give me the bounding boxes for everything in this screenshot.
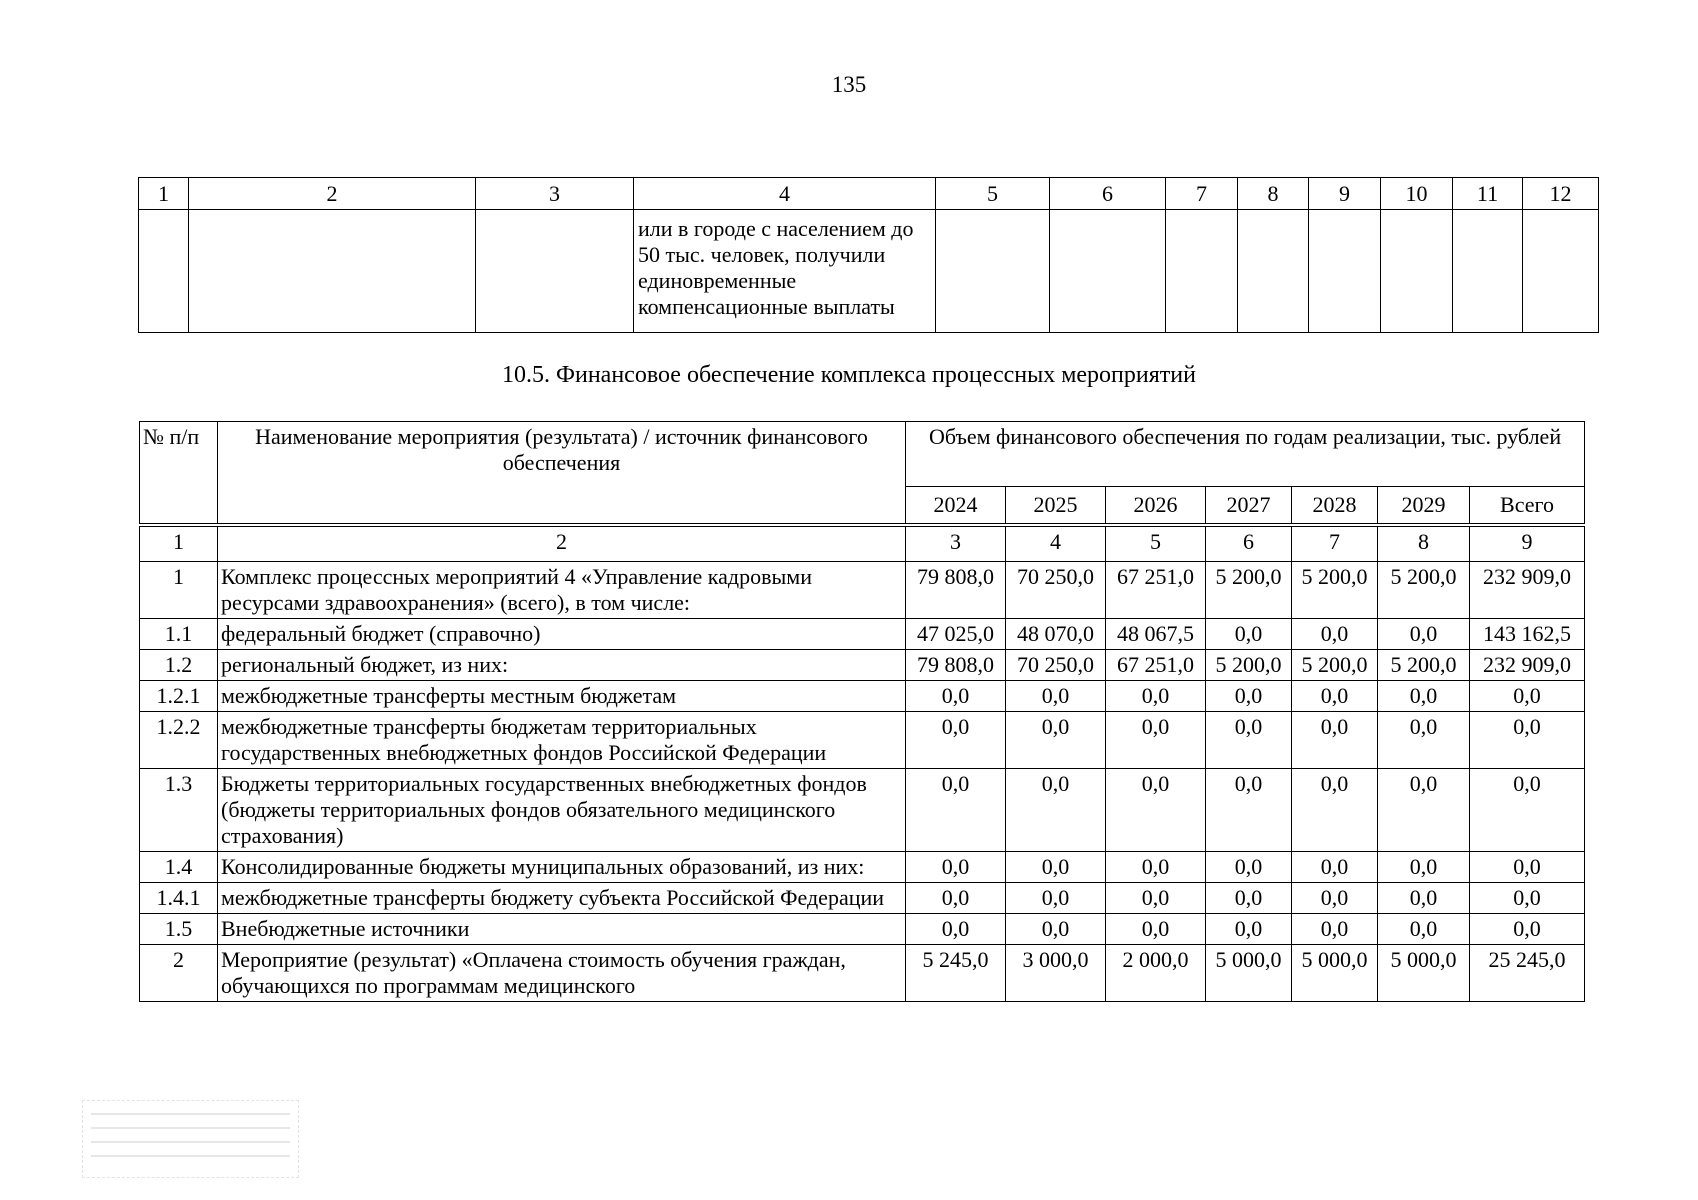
header-row bbox=[140, 422, 1585, 487]
row-total: 0,0 bbox=[1470, 914, 1585, 945]
header-year: 2028 bbox=[1292, 487, 1378, 526]
row-value: 0,0 bbox=[1106, 883, 1206, 914]
row-value: 5 200,0 bbox=[1378, 650, 1470, 681]
row-value: 0,0 bbox=[1106, 914, 1206, 945]
continuation-table bbox=[138, 177, 1599, 333]
row-value: 79 808,0 bbox=[906, 650, 1006, 681]
row-total: 0,0 bbox=[1470, 852, 1585, 883]
table-cell bbox=[936, 210, 1050, 333]
row-value: 5 200,0 bbox=[1292, 562, 1378, 619]
row-value: 48 067,5 bbox=[1106, 619, 1206, 650]
row-value: 0,0 bbox=[1378, 769, 1470, 852]
column-number: 3 bbox=[476, 178, 634, 210]
table-cell bbox=[1238, 210, 1309, 333]
row-value: 0,0 bbox=[1206, 914, 1292, 945]
table-row bbox=[140, 769, 1585, 852]
row-value: 0,0 bbox=[1206, 712, 1292, 769]
row-value: 3 000,0 bbox=[1006, 945, 1106, 1002]
row-value: 0,0 bbox=[1006, 681, 1106, 712]
row-total: 0,0 bbox=[1470, 681, 1585, 712]
row-value: 0,0 bbox=[1378, 712, 1470, 769]
row-number: 2 bbox=[140, 945, 218, 1002]
column-number: 9 bbox=[1309, 178, 1381, 210]
row-number: 1.2 bbox=[140, 650, 218, 681]
column-number: 2 bbox=[189, 178, 476, 210]
row-value: 0,0 bbox=[1378, 852, 1470, 883]
row-value: 0,0 bbox=[1292, 769, 1378, 852]
financing-table bbox=[139, 421, 1585, 1002]
header-year: 2025 bbox=[1006, 487, 1106, 526]
row-value: 5 200,0 bbox=[1206, 650, 1292, 681]
row-number: 1.4.1 bbox=[140, 883, 218, 914]
row-total: 232 909,0 bbox=[1470, 562, 1585, 619]
column-number: 7 bbox=[1292, 525, 1378, 562]
table-cell bbox=[1523, 210, 1599, 333]
header-year: 2029 bbox=[1378, 487, 1470, 526]
row-value: 0,0 bbox=[1378, 619, 1470, 650]
column-number-row bbox=[140, 525, 1585, 562]
row-name: Комплекс процессных мероприятий 4 «Управление кадровыми ресурсами здравоохранения» (всего), в том числе: bbox=[218, 562, 906, 619]
table-row bbox=[140, 945, 1585, 1002]
row-name: региональный бюджет, из них: bbox=[218, 650, 906, 681]
table-cell bbox=[1309, 210, 1381, 333]
row-value: 0,0 bbox=[1106, 681, 1206, 712]
column-number: 4 bbox=[634, 178, 936, 210]
row-value: 0,0 bbox=[906, 914, 1006, 945]
row-value: 0,0 bbox=[906, 852, 1006, 883]
row-value: 5 200,0 bbox=[1206, 562, 1292, 619]
row-name: Бюджеты территориальных государственных внебюджетных фондов (бюджеты территориальных фондов обязательного медицинского страхования) bbox=[218, 769, 906, 852]
column-number: 12 bbox=[1523, 178, 1599, 210]
row-value: 5 200,0 bbox=[1292, 650, 1378, 681]
row-name: Консолидированные бюджеты муниципальных образований, из них: bbox=[218, 852, 906, 883]
row-total: 25 245,0 bbox=[1470, 945, 1585, 1002]
row-name: межбюджетные трансферты местным бюджетам bbox=[218, 681, 906, 712]
row-value: 0,0 bbox=[1292, 914, 1378, 945]
row-total: 0,0 bbox=[1470, 712, 1585, 769]
row-name: межбюджетные трансферты бюджету субъекта Российской Федерации bbox=[218, 883, 906, 914]
row-value: 0,0 bbox=[1292, 852, 1378, 883]
row-value: 0,0 bbox=[1006, 712, 1106, 769]
table-row bbox=[140, 712, 1585, 769]
column-number: 10 bbox=[1381, 178, 1453, 210]
row-value: 0,0 bbox=[1378, 914, 1470, 945]
row-number: 1 bbox=[140, 562, 218, 619]
column-number: 2 bbox=[218, 525, 906, 562]
row-value: 0,0 bbox=[1292, 712, 1378, 769]
row-value: 5 200,0 bbox=[1378, 562, 1470, 619]
column-number: 1 bbox=[140, 525, 218, 562]
table-cell bbox=[476, 210, 634, 333]
row-value: 0,0 bbox=[1292, 681, 1378, 712]
row-value: 0,0 bbox=[1106, 769, 1206, 852]
table-cell bbox=[189, 210, 476, 333]
column-number: 1 bbox=[139, 178, 189, 210]
column-number: 7 bbox=[1166, 178, 1238, 210]
column-number: 4 bbox=[1006, 525, 1106, 562]
table-cell bbox=[1453, 210, 1523, 333]
row-value: 0,0 bbox=[906, 681, 1006, 712]
row-name: федеральный бюджет (справочно) bbox=[218, 619, 906, 650]
table-row bbox=[139, 210, 1599, 333]
row-value: 70 250,0 bbox=[1006, 562, 1106, 619]
row-value: 0,0 bbox=[1206, 619, 1292, 650]
row-value: 5 000,0 bbox=[1206, 945, 1292, 1002]
column-number: 5 bbox=[936, 178, 1050, 210]
column-number: 11 bbox=[1453, 178, 1523, 210]
row-value: 0,0 bbox=[1378, 681, 1470, 712]
row-value: 0,0 bbox=[1206, 852, 1292, 883]
header-year: 2024 bbox=[906, 487, 1006, 526]
table-cell bbox=[139, 210, 189, 333]
table-row bbox=[140, 681, 1585, 712]
row-value: 67 251,0 bbox=[1106, 562, 1206, 619]
row-total: 0,0 bbox=[1470, 883, 1585, 914]
row-value: 48 070,0 bbox=[1006, 619, 1106, 650]
column-number-row bbox=[139, 178, 1599, 210]
row-value: 5 000,0 bbox=[1378, 945, 1470, 1002]
row-value: 2 000,0 bbox=[1106, 945, 1206, 1002]
column-number: 8 bbox=[1238, 178, 1309, 210]
row-number: 1.2.1 bbox=[140, 681, 218, 712]
column-number: 6 bbox=[1206, 525, 1292, 562]
row-value: 0,0 bbox=[1206, 681, 1292, 712]
indicator-text-cell: или в городе с населением до 50 тыс. человек, получили единовременные компенсационные выплаты bbox=[634, 210, 936, 333]
header-number: № п/п bbox=[140, 422, 218, 526]
row-value: 5 245,0 bbox=[906, 945, 1006, 1002]
row-total: 0,0 bbox=[1470, 769, 1585, 852]
row-number: 1.2.2 bbox=[140, 712, 218, 769]
row-value: 0,0 bbox=[1378, 883, 1470, 914]
header-name: Наименование мероприятия (результата) / источник финансового обеспечения bbox=[218, 422, 906, 526]
row-value: 0,0 bbox=[1106, 852, 1206, 883]
table-row bbox=[140, 883, 1585, 914]
table-row bbox=[140, 650, 1585, 681]
column-number: 8 bbox=[1378, 525, 1470, 562]
row-name: Мероприятие (результат) «Оплачена стоимость обучения граждан, обучающихся по программам медицинского bbox=[218, 945, 906, 1002]
table-cell bbox=[1381, 210, 1453, 333]
page-number: 135 bbox=[831, 72, 867, 97]
row-value: 5 000,0 bbox=[1292, 945, 1378, 1002]
row-value: 0,0 bbox=[1292, 883, 1378, 914]
row-name: Внебюджетные источники bbox=[218, 914, 906, 945]
section-title: 10.5. Финансовое обеспечение комплекса процессных мероприятий bbox=[502, 362, 1196, 388]
faded-stamp bbox=[82, 1100, 299, 1178]
row-number: 1.3 bbox=[140, 769, 218, 852]
row-value: 67 251,0 bbox=[1106, 650, 1206, 681]
column-number: 3 bbox=[906, 525, 1006, 562]
row-number: 1.4 bbox=[140, 852, 218, 883]
row-value: 0,0 bbox=[906, 712, 1006, 769]
row-total: 232 909,0 bbox=[1470, 650, 1585, 681]
table-row bbox=[140, 914, 1585, 945]
header-year: 2026 bbox=[1106, 487, 1206, 526]
table-row bbox=[140, 562, 1585, 619]
row-value: 0,0 bbox=[1006, 914, 1106, 945]
row-value: 0,0 bbox=[1006, 883, 1106, 914]
header-volume: Объем финансового обеспечения по годам реализации, тыс. рублей bbox=[906, 422, 1585, 487]
table-row bbox=[140, 619, 1585, 650]
row-number: 1.5 bbox=[140, 914, 218, 945]
row-number: 1.1 bbox=[140, 619, 218, 650]
row-value: 0,0 bbox=[906, 769, 1006, 852]
row-value: 79 808,0 bbox=[906, 562, 1006, 619]
header-total: Всего bbox=[1470, 487, 1585, 526]
header-year: 2027 bbox=[1206, 487, 1292, 526]
row-name: межбюджетные трансферты бюджетам территориальных государственных внебюджетных фондов Российской Федерации bbox=[218, 712, 906, 769]
row-value: 0,0 bbox=[1206, 883, 1292, 914]
column-number: 6 bbox=[1050, 178, 1166, 210]
column-number: 5 bbox=[1106, 525, 1206, 562]
column-number: 9 bbox=[1470, 525, 1585, 562]
row-value: 47 025,0 bbox=[906, 619, 1006, 650]
row-value: 0,0 bbox=[1006, 769, 1106, 852]
table-cell bbox=[1166, 210, 1238, 333]
row-value: 0,0 bbox=[906, 883, 1006, 914]
row-value: 0,0 bbox=[1292, 619, 1378, 650]
table-cell bbox=[1050, 210, 1166, 333]
row-total: 143 162,5 bbox=[1470, 619, 1585, 650]
row-value: 0,0 bbox=[1006, 852, 1106, 883]
row-value: 0,0 bbox=[1106, 712, 1206, 769]
row-value: 70 250,0 bbox=[1006, 650, 1106, 681]
table-row bbox=[140, 852, 1585, 883]
row-value: 0,0 bbox=[1206, 769, 1292, 852]
